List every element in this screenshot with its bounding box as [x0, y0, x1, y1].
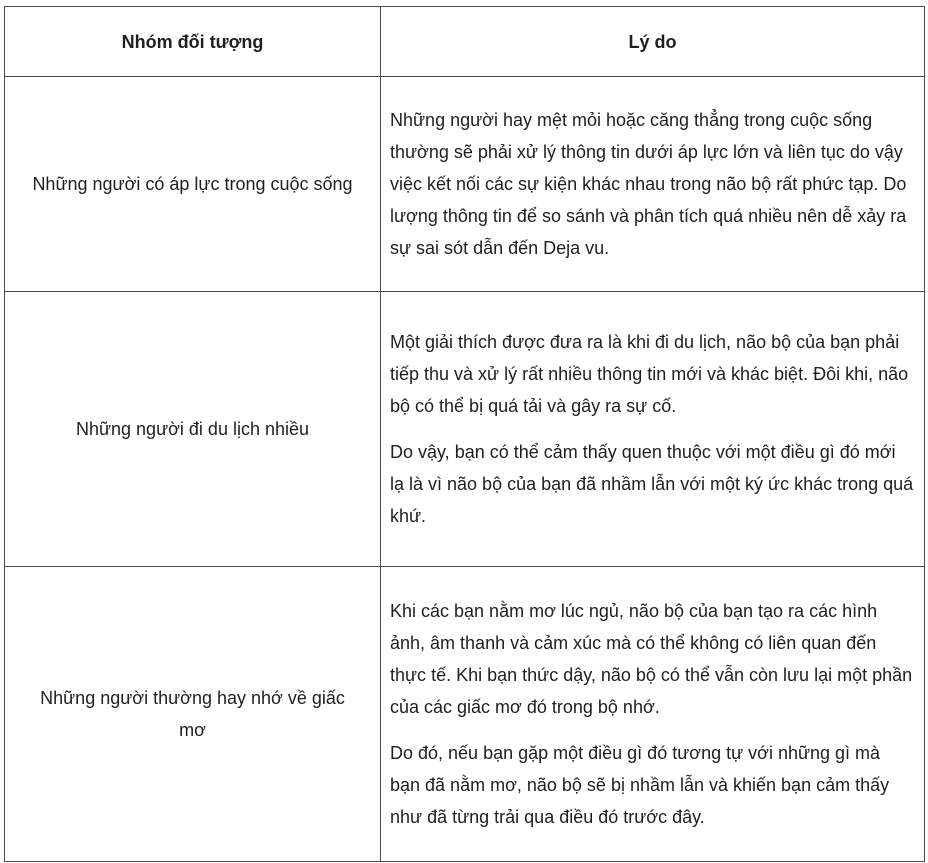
header-row	[5, 7, 925, 77]
info-table	[4, 6, 925, 862]
group-cell: Những người đi du lịch nhiều	[5, 292, 381, 567]
table-row	[5, 567, 925, 862]
reason-paragraph: Do đó, nếu bạn gặp một điều gì đó tương tự với những gì mà bạn đã nằm mơ, não bộ sẽ bị nhầm lẫn và khiến bạn cảm thấy như đã từng trải qua điều đó trước đây.	[390, 743, 890, 827]
reason-cell	[381, 77, 925, 292]
table-header	[5, 7, 925, 77]
reason-cell	[381, 292, 925, 567]
table-body	[5, 77, 925, 862]
reason-paragraph: Khi các bạn nằm mơ lúc ngủ, não bộ của bạn tạo ra các hình ảnh, âm thanh và cảm xúc mà có thể không có liên quan đến thực tế. Khi bạn thức dậy, não bộ có thể vẫn còn lưu lại một phần của các giấc mơ đó trong bộ nhớ.	[390, 601, 913, 717]
table-row	[5, 77, 925, 292]
group-cell: Những người có áp lực trong cuộc sống	[5, 77, 381, 292]
header-group: Nhóm đối tượng	[5, 7, 381, 77]
reason-cell	[381, 567, 925, 862]
reason-paragraph: Những người hay mệt mỏi hoặc căng thẳng trong cuộc sống thường sẽ phải xử lý thông tin dưới áp lực lớn và liên tục do vậy việc kết nối các sự kiện khác nhau trong não bộ rất phức tạp. Do lượng thông tin để so sánh và phân tích quá nhiều nên dễ xảy ra sự sai sót dẫn đến Deja vu.	[390, 110, 907, 258]
header-reason: Lý do	[381, 7, 925, 77]
reason-paragraph: Một giải thích được đưa ra là khi đi du lịch, não bộ của bạn phải tiếp thu và xử lý rất nhiều thông tin mới và khác biệt. Đôi khi, não bộ có thể bị quá tải và gây ra sự cố.	[390, 332, 909, 416]
reason-paragraph: Do vậy, bạn có thể cảm thấy quen thuộc với một điều gì đó mới lạ là vì não bộ của bạn đã nhầm lẫn với một ký ức khác trong quá khứ.	[390, 442, 914, 526]
group-cell: Những người thường hay nhớ về giấc mơ	[5, 567, 381, 862]
table-row	[5, 292, 925, 567]
